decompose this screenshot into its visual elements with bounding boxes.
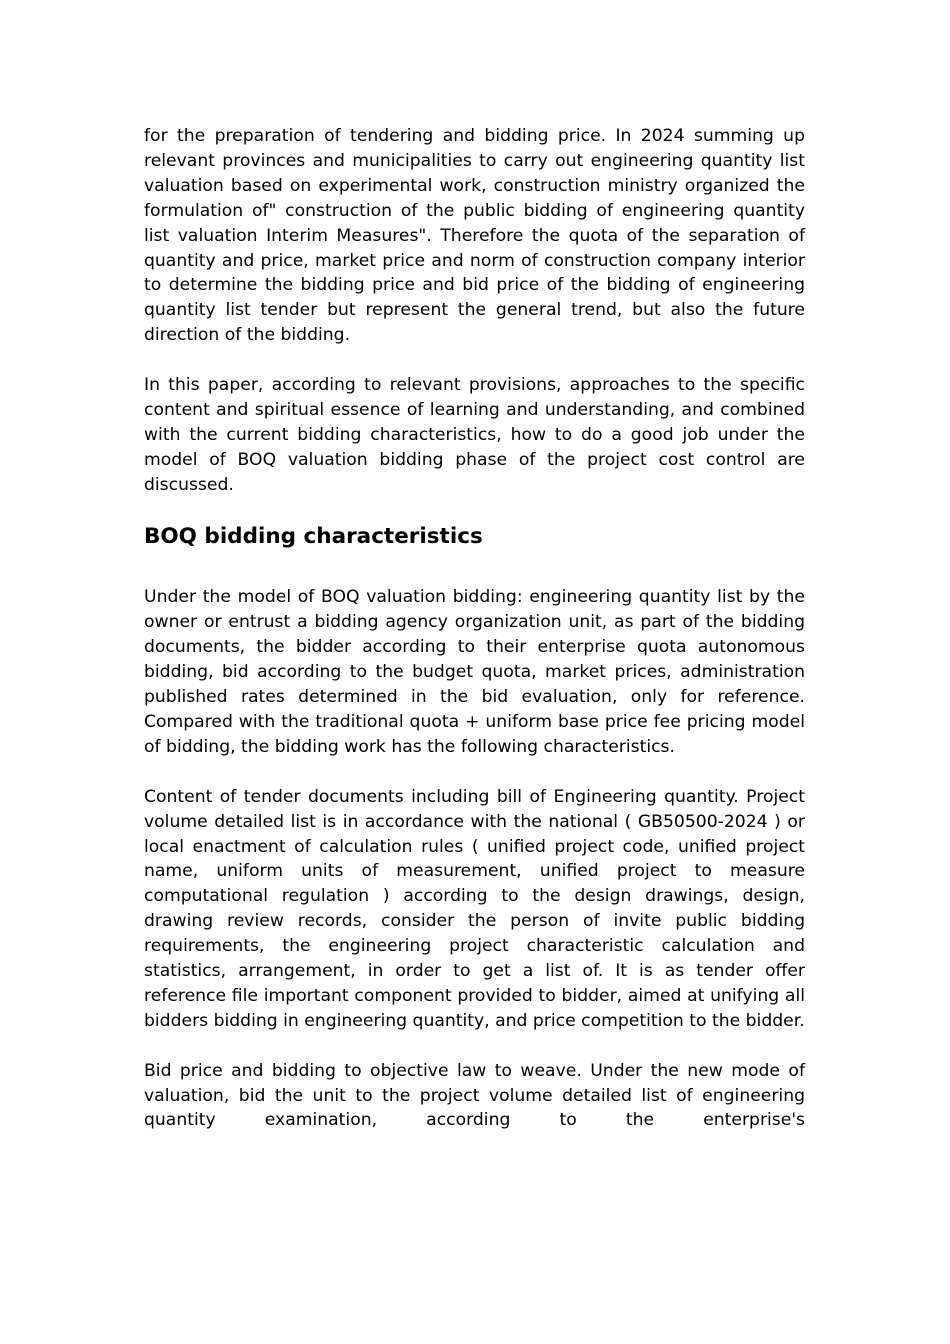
paragraph-tender-documents: Content of tender documents including bill of Engineering quantity. Project volume detailed list is in accordance with the national ( GB50500-2024 ) or local enactment of calculation rules ( unified project code, unified project name, uniform units of measurement, unified project to measure computational regulation ) according to the design drawings, design, drawing review records, consider the person of invite public bidding requirements, the engineering project characteristic calculation and statistics, arrangement, in order to get a list of. It is as tender offer reference file important component provided to bidder, aimed at unifying all bidders bidding in engineering quantity, and price competition to the bidder. [144, 786, 805, 1031]
paragraph-paper-intro: In this paper, according to relevant provisions, approaches to the specific content and spiritual essence of learning and understanding, and combined with the current bidding characteristics, how to do a good job under the model of BOQ valuation bidding phase of the project cost control are discussed. [144, 375, 805, 495]
paragraph-boq-model: Under the model of BOQ valuation bidding: engineering quantity list by the owner or entrust a bidding agency organization unit, as part of the bidding documents, the bidder according to their enterprise quota autonomous bidding, bid according to the budget quota, market prices, administration published rates determined in the bid evaluation, only for reference. Compared with the traditional quota + uniform base price fee pricing model of bidding, the bidding work has the following characteristics. [144, 587, 805, 757]
paragraph-preparation-bidding-price: for the preparation of tendering and bidding price. In 2024 summing up relevant provinces and municipalities to carry out engineering quantity list valuation based on experimental work, construction ministry organized the formulation of" construction of the public bidding of engineering quantity list valuation Interim Measures". Therefore the quota of the separation of quantity and price, market price and norm of construction company interior to determine the bidding price and bid price of the bidding of engineering quantity list tender but represent the general trend, but also the future direction of the bidding. [144, 126, 805, 346]
paragraph-bid-price: Bid price and bidding to objective law to weave. Under the new mode of valuation, bid the unit to the project volume detailed list of engineering quantity examination, according to the enterprise's [144, 1060, 805, 1131]
document-page [144, 124, 805, 1158]
section-heading: BOQ bidding characteristics [144, 524, 483, 550]
